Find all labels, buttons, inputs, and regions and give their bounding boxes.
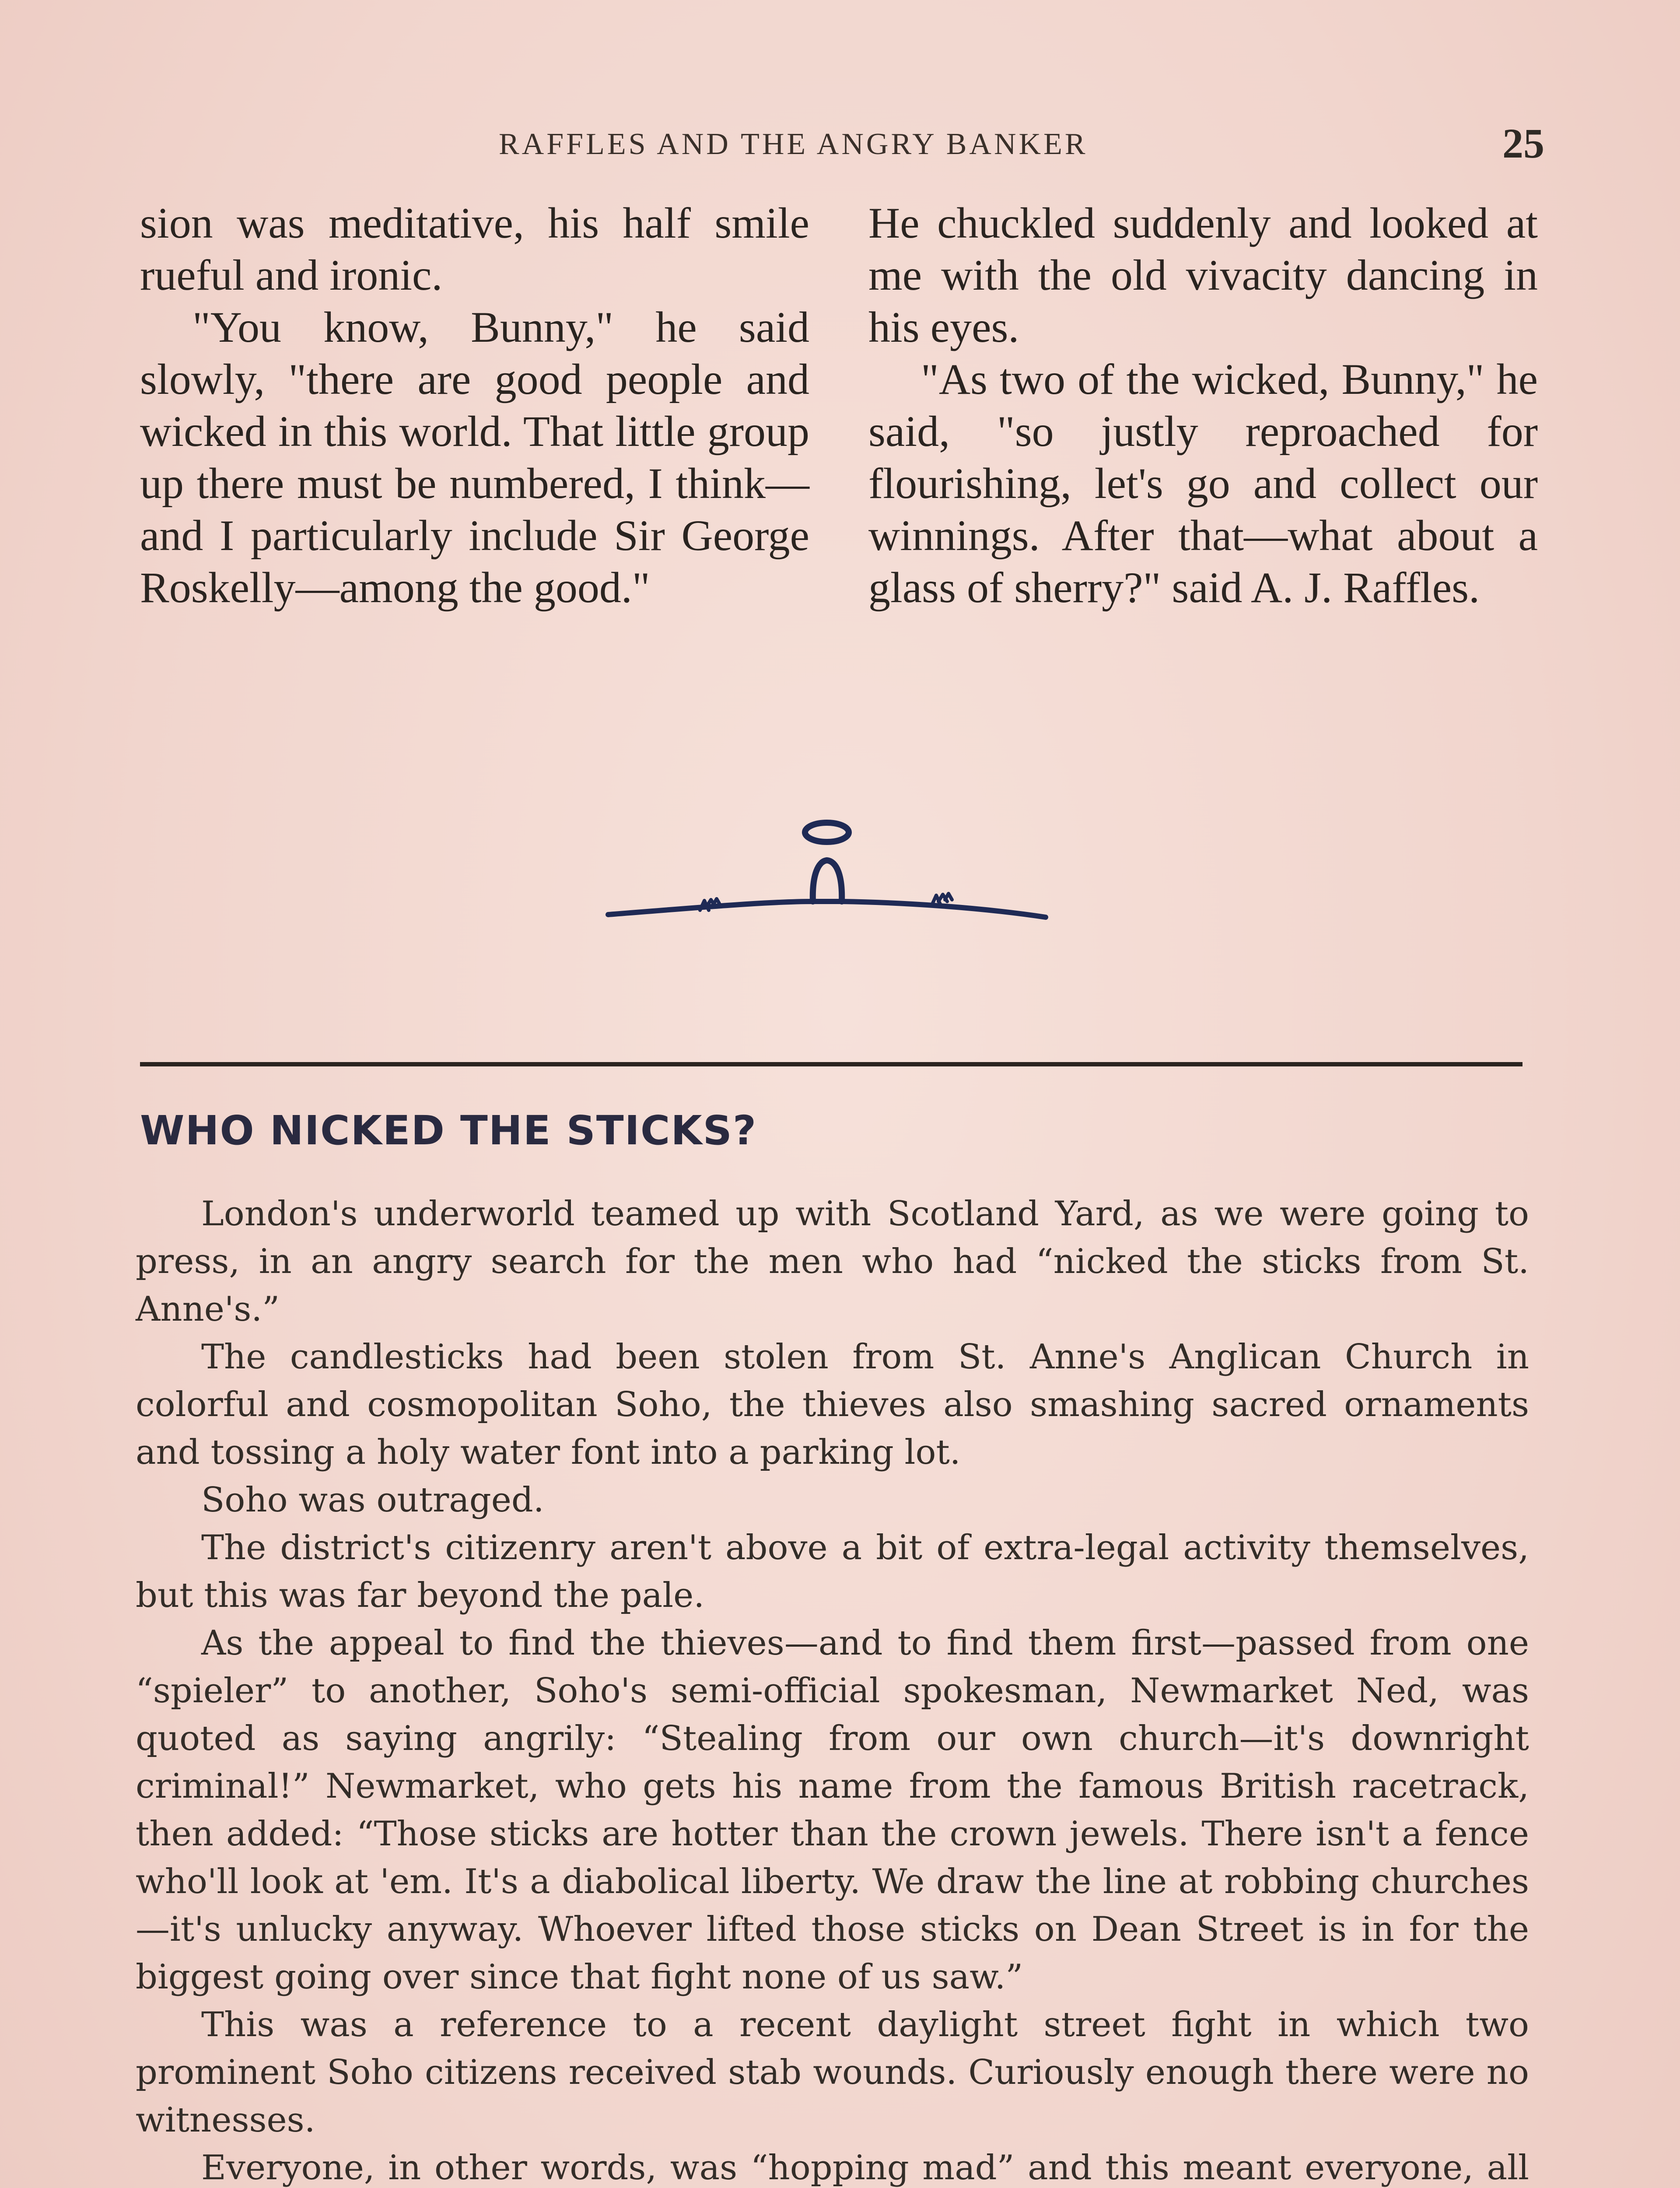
- article-paragraph: Soho was outraged.: [201, 1480, 544, 1520]
- article-paragraph: As the appeal to find the thieves—and to find them first—passed from one “spieler” to another, Soho's semi-official spokesman, Newmarket Ned, was quoted as saying angrily: “Stealing from our own church—it's downright criminal!” Newmarket, who gets his name from the famous British racetrack, then added: “Those sticks are hotter than the crown jewels. There isn't a fence who'll look at 'em. It's a diabolical liberty. We draw the line at robbing churches—it's unlucky anyway. Whoever lifted those sticks on Dean Street is in for the biggest going over since that fight none of us saw.”: [136, 1623, 1529, 1997]
- story-paragraph: sion was meditative, his half smile rueful and ironic.: [140, 199, 809, 299]
- article-paragraph: Everyone, in other words, was “hopping mad” and this meant everyone, all: [201, 2148, 1529, 2188]
- halo-figure-icon: [599, 810, 1054, 932]
- section-divider: [140, 1062, 1522, 1066]
- story-column-left: [140, 197, 809, 614]
- story-paragraph: "As two of the wicked, Bunny," he said, "so justly reproached for flourishing, let's go and collect our winnings. After that—what about a glass of sherry?" said A. J. Raffles.: [868, 355, 1538, 612]
- article-body: [136, 1190, 1529, 2188]
- article-paragraph: London's underworld teamed up with Scotland Yard, as we were going to press, in an angry search for the men who had “nicked the sticks from St. Anne's.”: [136, 1194, 1529, 1329]
- story-paragraph: "You know, Bunny," he said slowly, "there are good people and wicked in this world. That little group up there must be numbered, I think—and I particularly include Sir George Roskelly—among the good.": [140, 303, 809, 612]
- page-number: 25: [1502, 120, 1544, 167]
- article-paragraph: The district's citizenry aren't above a bit of extra-legal activity themselves, but this was far beyond the pale.: [136, 1528, 1529, 1615]
- article-paragraph: This was a reference to a recent daylight street fight in which two prominent Soho citizens received stab wounds. Curiously enough there were no witnesses.: [136, 2005, 1529, 2140]
- article-paragraph: The candlesticks had been stolen from St. Anne's Anglican Church in colorful and cosmopolitan Soho, the thieves also smashing sacred ornaments and tossing a holy water font into a parking lot.: [136, 1337, 1529, 1472]
- article-title: WHO NICKED THE STICKS?: [140, 1107, 757, 1154]
- story-paragraph: He chuckled suddenly and looked at me with the old vivacity dancing in his eyes.: [868, 199, 1538, 351]
- running-title: RAFFLES AND THE ANGRY BANKER: [499, 127, 1088, 161]
- story-column-right: [868, 197, 1538, 614]
